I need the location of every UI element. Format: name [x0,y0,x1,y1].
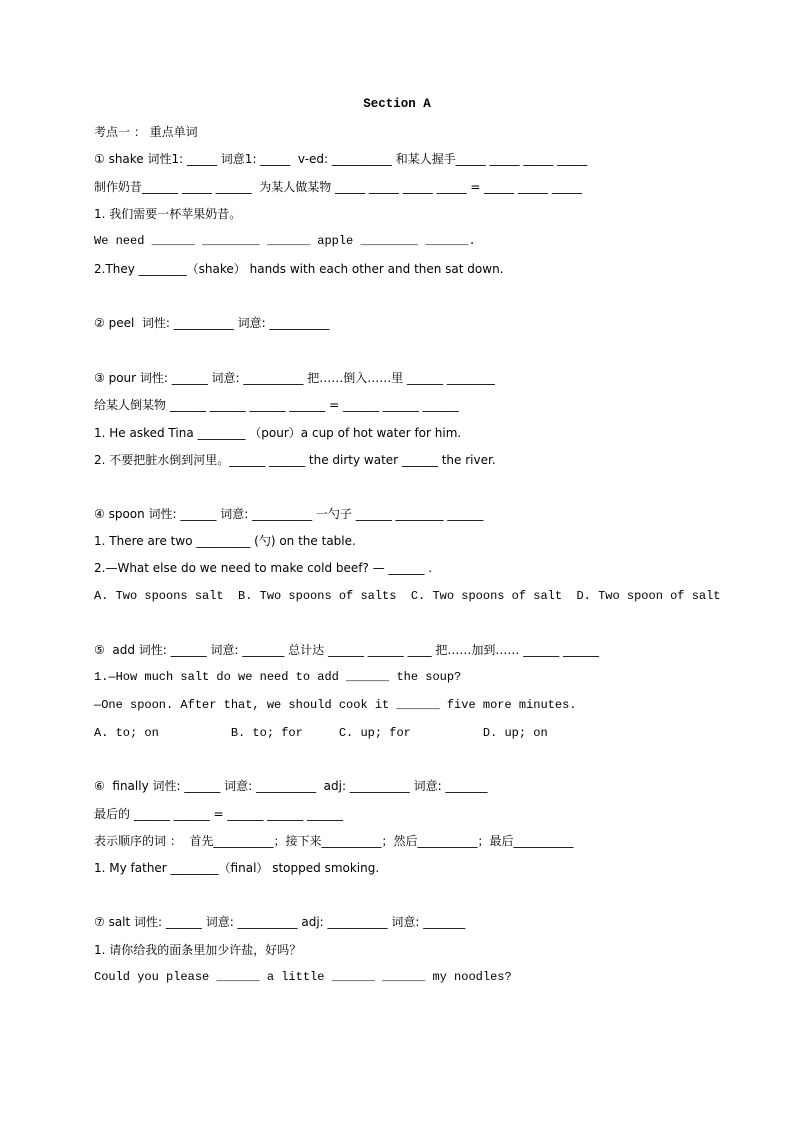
add-question-1-reply: —One spoon. After that, we should cook it ______ five more minutes. [94,698,577,712]
finally-line-1: ⑥ finally 词性: ______ 词意: __________ adj: __________ 词意: _______ [94,779,488,793]
shake-answer-1: We need ______ ________ ______ apple ________ ______. [94,234,476,248]
salt-question-1: 1. 请你给我的面条里加少许盐，好吗？ [94,943,302,957]
spoon-options: A. Two spoons salt B. Two spoons of salts C. Two spoons of salt D. Two spoon of salt [94,589,721,603]
pour-line-2: 给某人倒某物 ______ ______ ______ ______ = ______ ______ ______ [94,398,459,412]
key-point-heading: 考点一 ： 重点单词 [94,125,198,139]
section-title: Section A [363,97,431,111]
shake-line-2: 制作奶昔______ _____ ______ 为某人做某物 _____ _____ _____ _____ = _____ _____ _____ [94,180,582,194]
finally-question-1: 1. My father ________（final） stopped smoking. [94,861,380,875]
peel-line: ② peel 词性: __________ 词意: __________ [94,316,330,330]
finally-line-2: 最后的 ______ ______ = ______ ______ ______ [94,807,343,821]
shake-question-1: 1. 我们需要一杯苹果奶昔。 [94,207,242,221]
add-line: ⑤ add 词性: ______ 词意: _______ 总计达 ______ ______ ____ 把……加到…… ______ ______ [94,643,600,657]
sequence-words-line: 表示顺序的词 ： 首先__________；接下来__________；然后__________；最后__________ [94,834,574,848]
salt-line: ⑦ salt 词性: ______ 词意: __________ adj: __________ 词意: _______ [94,915,466,929]
spoon-question-1: 1. There are two _________ (勺) on the table. [94,534,356,548]
spoon-question-2: 2.—What else do we need to make cold beef? — ______ . [94,561,433,575]
pour-question-1: 1. He asked Tina ________ （pour）a cup of hot water for him. [94,426,462,440]
add-question-1: 1.—How much salt do we need to add ______ the soup? [94,670,462,684]
shake-line-1: ① shake 词性1: _____ 词意1: _____ v-ed: __________ 和某人握手_____ _____ _____ _____ [94,152,588,166]
shake-question-2: 2.They ________（shake） hands with each other and then sat down. [94,262,504,276]
add-options: A. to; on B. to; for C. up; for D. up; on [94,726,548,740]
pour-question-2: 2. 不要把脏水倒到河里。______ ______ the dirty water ______ the river. [94,453,496,467]
spoon-line: ④ spoon 词性: ______ 词意: __________ 一勺子 ______ ________ ______ [94,507,484,521]
pour-line-1: ③ pour 词性: ______ 词意: __________ 把……倒入……里 ______ ________ [94,371,495,385]
salt-answer-1: Could you please ______ a little ______ ______ my noodles? [94,970,512,984]
